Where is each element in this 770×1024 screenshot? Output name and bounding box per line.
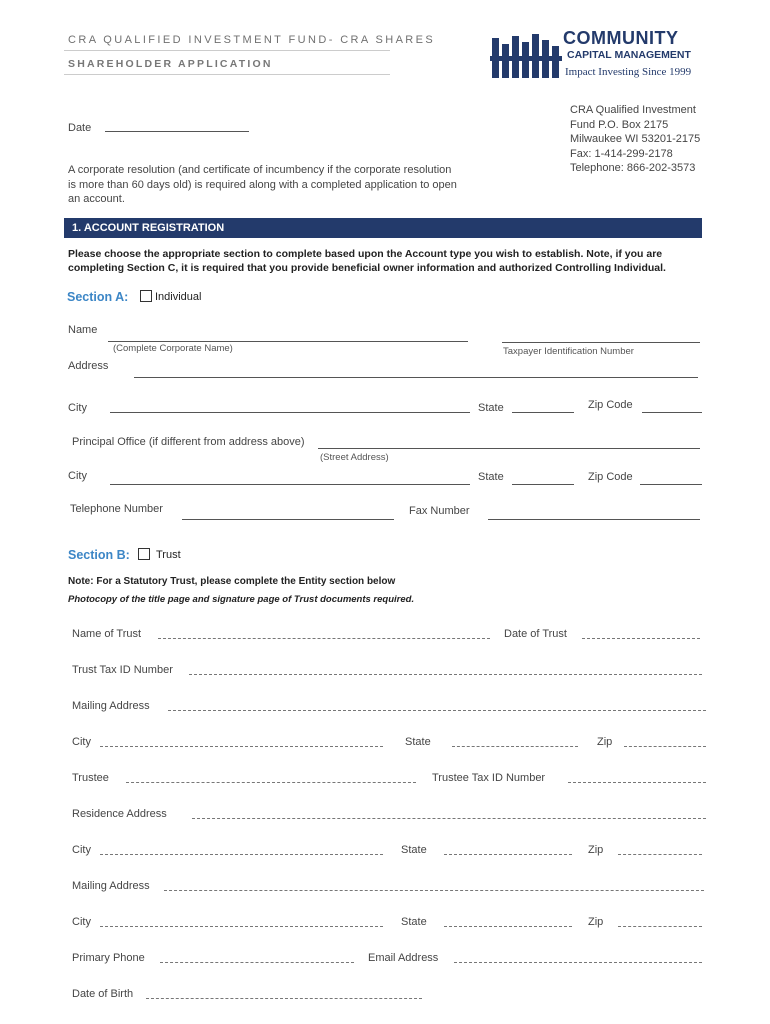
intro-line: A corporate resolution (and certificate of incumbency if the corporate resolution	[68, 164, 452, 176]
trust-city-field[interactable]	[100, 746, 383, 747]
intro-text	[68, 163, 457, 207]
address-line: Fund P.O. Box 2175	[570, 118, 669, 131]
trust-city3-field[interactable]	[100, 926, 383, 927]
trust-city-label: City	[72, 736, 91, 748]
date-of-birth-field[interactable]	[146, 998, 422, 999]
principal-office-field[interactable]	[318, 448, 700, 449]
city2-label: City	[68, 470, 87, 482]
zip-code2-label: Zip Code	[588, 471, 633, 483]
trust-city2-field[interactable]	[100, 854, 383, 855]
instructions-line: completing Section C, it is required that you provide beneficial owner information and authorized Controlling Individual.	[68, 262, 666, 274]
zip-code-label: Zip Code	[588, 399, 633, 411]
address-line: Telephone: 866-202-3573	[570, 162, 696, 174]
section-b-label: Section B:	[68, 548, 130, 562]
primary-phone-field[interactable]	[160, 962, 354, 963]
trust-city3-label: City	[72, 916, 91, 928]
telephone-label: Telephone Number	[70, 503, 163, 515]
telephone-field[interactable]	[182, 519, 394, 520]
statutory-trust-note: Note: For a Statutory Trust, please complete the Entity section below	[68, 576, 396, 587]
trustee-tax-id-label: Trustee Tax ID Number	[432, 772, 546, 784]
individual-label: Individual	[155, 291, 202, 303]
trust-tax-id-label: Trust Tax ID Number	[72, 664, 173, 676]
tin-field[interactable]	[502, 342, 700, 343]
address-line: CRA Qualified Investment	[570, 104, 696, 116]
city2-field[interactable]	[110, 484, 470, 485]
trust-zip-field[interactable]	[624, 746, 706, 747]
section-bar-account-registration: 1. ACCOUNT REGISTRATION	[64, 218, 702, 238]
email-address-field[interactable]	[454, 962, 702, 963]
date-of-trust-field[interactable]	[582, 638, 700, 639]
date-field[interactable]	[105, 131, 249, 132]
logo-mark-icon	[490, 30, 562, 80]
trustee-tax-id-field[interactable]	[568, 782, 706, 783]
mailing-address2-label: Mailing Address	[72, 880, 150, 892]
name-of-trust-label: Name of Trust	[72, 628, 142, 640]
trust-zip3-label: Zip	[588, 916, 604, 928]
principal-office-label: Principal Office (if different from address above)	[72, 436, 305, 448]
zip-code-field[interactable]	[642, 412, 702, 413]
address-line: Fax: 1-414-299-2178	[570, 147, 673, 160]
intro-line: an account.	[68, 193, 125, 205]
date-of-birth-label: Date of Birth	[72, 988, 134, 1000]
name-of-trust-field[interactable]	[158, 638, 490, 639]
state2-field[interactable]	[512, 484, 574, 485]
trust-state2-field[interactable]	[444, 854, 572, 855]
trust-state3-label: State	[401, 916, 427, 928]
trust-city2-label: City	[72, 844, 91, 856]
address-label: Address	[68, 360, 109, 372]
trust-tax-id-field[interactable]	[189, 674, 702, 675]
fund-address	[570, 103, 700, 176]
logo-subtitle: CAPITAL MANAGEMENT	[567, 49, 691, 61]
mailing-address-label: Mailing Address	[72, 700, 150, 712]
photocopy-note: Photocopy of the title page and signature page of Trust documents required.	[68, 594, 415, 605]
address-field[interactable]	[134, 377, 698, 378]
trust-zip3-field[interactable]	[618, 926, 702, 927]
fax-field[interactable]	[488, 519, 700, 520]
residence-address-field[interactable]	[192, 818, 706, 819]
mailing-address2-field[interactable]	[164, 890, 704, 891]
logo-name: COMMUNITY	[563, 28, 679, 48]
tin-label: Taxpayer Identification Number	[503, 346, 634, 357]
date-of-trust-label: Date of Trust	[504, 628, 567, 640]
trust-label: Trust	[156, 549, 181, 561]
city-label: City	[68, 402, 87, 414]
zip-code2-field[interactable]	[640, 484, 702, 485]
title-divider	[64, 50, 390, 51]
mailing-address-field[interactable]	[168, 710, 706, 711]
trustee-label: Trustee	[72, 772, 109, 784]
street-address-hint: (Street Address)	[320, 452, 389, 463]
corporate-name-field[interactable]	[108, 341, 468, 342]
address-line: Milwaukee WI 53201-2175	[570, 133, 701, 145]
subtitle-divider	[64, 74, 390, 75]
trust-zip-label: Zip	[597, 736, 613, 748]
date-label: Date	[68, 122, 92, 134]
individual-checkbox[interactable]	[140, 290, 152, 302]
trust-state2-label: State	[401, 844, 427, 856]
form-title: CRA QUALIFIED INVESTMENT FUND- CRA SHARES	[68, 34, 436, 46]
logo-tagline: Impact Investing Since 1999	[565, 66, 692, 78]
intro-line: is more than 60 days old) is required along with a completed application to open	[68, 178, 457, 191]
corporate-name-hint: (Complete Corporate Name)	[113, 343, 233, 354]
state-field[interactable]	[512, 412, 574, 413]
section-a-label: Section A:	[67, 290, 129, 304]
instructions-line: Please choose the appropriate section to complete based upon the Account type you wish to establish. Note, if you are	[68, 248, 663, 260]
city-field[interactable]	[110, 412, 470, 413]
state2-label: State	[478, 471, 504, 483]
state-label: State	[478, 402, 504, 414]
trust-zip2-label: Zip	[588, 844, 604, 856]
name-label: Name	[68, 324, 98, 336]
trust-zip2-field[interactable]	[618, 854, 702, 855]
trust-state-label: State	[405, 736, 431, 748]
trust-state-field[interactable]	[452, 746, 578, 747]
trust-state3-field[interactable]	[444, 926, 572, 927]
primary-phone-label: Primary Phone	[72, 952, 145, 964]
form-subtitle: SHAREHOLDER APPLICATION	[68, 58, 273, 70]
trust-checkbox[interactable]	[138, 548, 150, 560]
trustee-field[interactable]	[126, 782, 416, 783]
residence-address-label: Residence Address	[72, 808, 167, 820]
fax-label: Fax Number	[409, 505, 470, 517]
email-address-label: Email Address	[368, 952, 439, 964]
instructions	[68, 247, 666, 275]
